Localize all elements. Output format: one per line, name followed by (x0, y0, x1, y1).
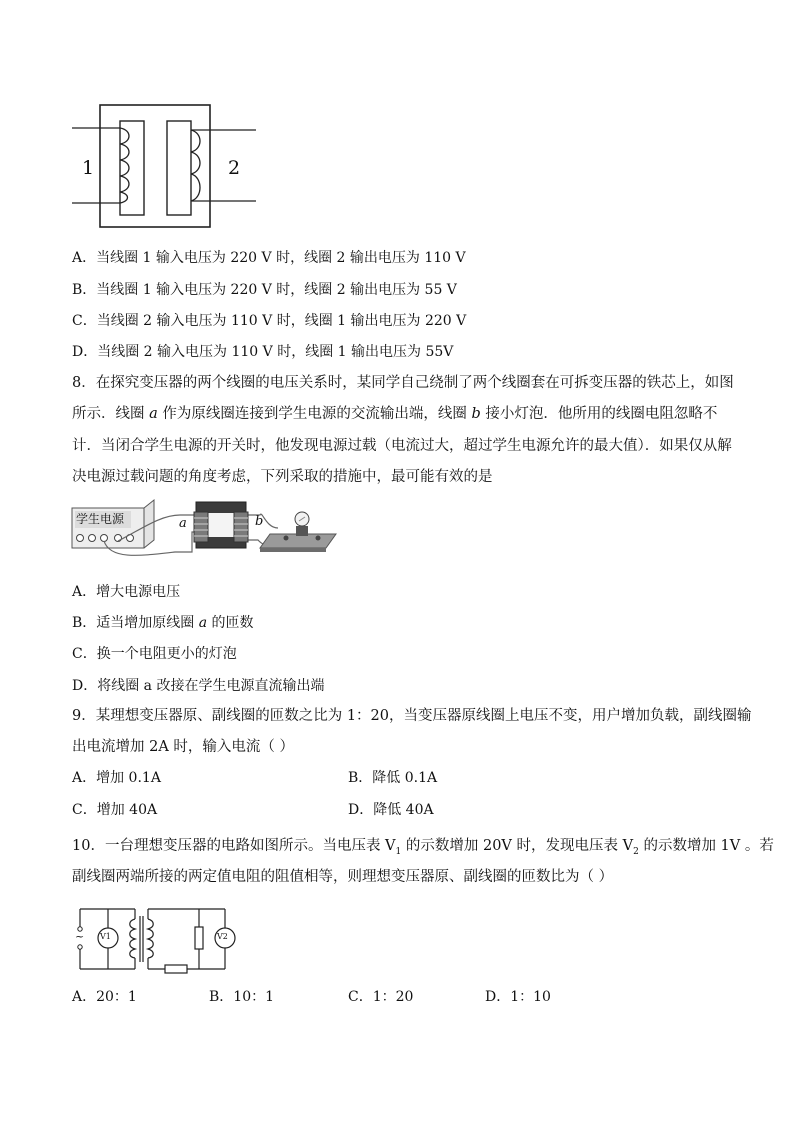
q8-option-c: C．换一个电阻更小的灯泡 (72, 646, 237, 662)
q8-stem-line2: 所示．线圈 a 作为原线圈连接到学生电源的交流输出端，线圈 b 接小灯泡．他所用的线圈电阻忽略不 (72, 406, 718, 422)
q10-stem-line1: 10．一台理想变压器的电路如图所示。当电压表 $V_1$ 的示数增加 20V 时，发现电压表 $V_2$ 的示数增加 1V 。若 (72, 838, 774, 857)
q7-option-c: C．当线圈 2 输入电压为 110 V 时，线圈 1 输出电压为 220 V (72, 313, 467, 329)
q9-option-c: C．增加 40A (72, 802, 158, 818)
q10-option-d: D．1：10 (485, 989, 551, 1005)
secondary-coil (148, 919, 153, 958)
q8-option-d: D．将线圈 a 改接在学生电源直流输出端 (72, 678, 325, 694)
q10-option-b: B．10：1 (209, 989, 275, 1005)
coil-1-label: 1 (82, 157, 95, 179)
power-supply-label: 学生电源 (76, 512, 125, 526)
q8-option-a: A．增大电源电压 (72, 584, 181, 600)
coil-b-label: b (255, 514, 264, 529)
primary-coil (130, 919, 135, 958)
coil-a-label: a (179, 516, 187, 531)
ac-terminal-bottom (78, 945, 82, 949)
q7-option-b: B．当线圈 1 输入电压为 220 V 时，线圈 2 输出电压为 55 V (72, 282, 457, 298)
voltmeter-v1-label: V1 (100, 932, 111, 941)
q9-option-b: B．降低 0.1A (348, 770, 438, 786)
q9-option-a: A．增加 0.1A (72, 770, 161, 786)
q8-option-b: B．适当增加原线圈 a 的匝数 (72, 615, 254, 631)
q7-option-d: D．当线圈 2 输入电压为 110 V 时，线圈 1 输出电压为 55V (72, 344, 454, 360)
q10-option-c: C．1：20 (348, 989, 414, 1005)
q10-option-a: A．20：1 (72, 989, 137, 1005)
voltmeter-v2-label: V2 (217, 932, 228, 941)
q8-stem-line1: 8．在探究变压器的两个线圈的电压关系时，某同学自己绕制了两个线圈套在可拆变压器的铁芯上，如图 (72, 375, 734, 391)
q8-stem-line4: 决电源过载问题的角度考虑，下列采取的措施中，最可能有效的是 (72, 469, 493, 485)
resistor-vertical (195, 927, 203, 949)
ac-source-symbol: ~ (75, 930, 85, 943)
q8-stem-line3: 计．当闭合学生电源的开关时，他发现电源过载（电流过大，超过学生电源允许的最大值）．如果仅从解 (72, 438, 732, 454)
q9-stem-line1: 9．某理想变压器原、副线圈的匝数之比为 1：20，当变压器原线圈上电压不变，用户增加负载，副线圈输 (72, 708, 752, 724)
q7-option-a: A．当线圈 1 输入电压为 220 V 时，线圈 2 输出电压为 110 V (72, 250, 466, 266)
q9-stem-line2: 出电流增加 2A 时，输入电流（ ） (72, 739, 295, 755)
q9-option-d: D．降低 40A (348, 802, 434, 818)
q10-stem-line2: 副线圈两端所接的两定值电阻的阻值相等，则理想变压器原、副线圈的匝数比为（ ） (72, 869, 614, 885)
resistor-horizontal (165, 965, 187, 973)
coil-2-label: 2 (228, 157, 241, 179)
